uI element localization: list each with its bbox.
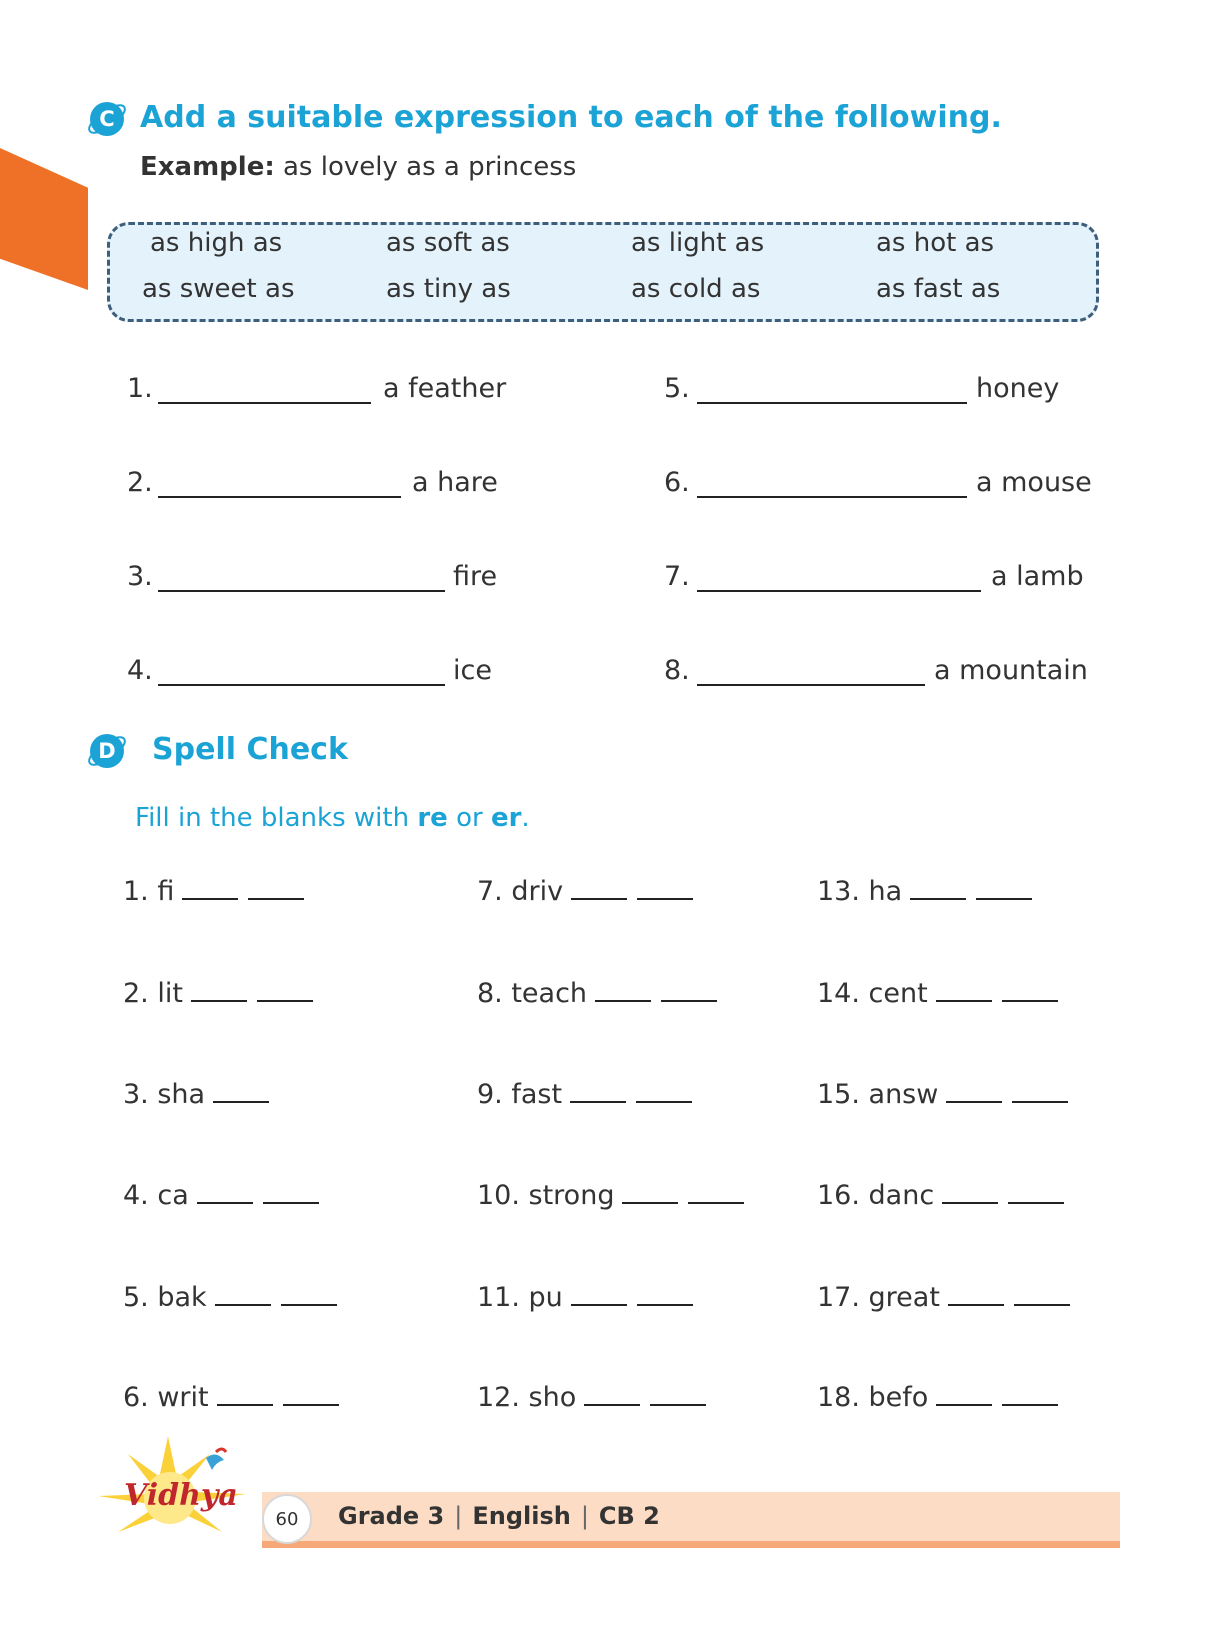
spell-item-word: 2. lit: [123, 978, 183, 1009]
footer-book: CB 2: [598, 1502, 660, 1530]
instruction-post: .: [521, 803, 530, 833]
spell-item-word: 13. ha: [817, 876, 903, 907]
spell-item-blank[interactable]: [257, 978, 313, 1002]
c-item-2-end: a hare: [412, 467, 498, 498]
spell-item-blank[interactable]: [936, 978, 992, 1002]
c-item-2-number: 2.: [127, 467, 153, 498]
spell-item-blank[interactable]: [191, 978, 247, 1002]
spell-item-word: 5. bak: [123, 1282, 207, 1313]
c-item-4-number: 4.: [127, 655, 153, 686]
spell-item-blank[interactable]: [197, 1180, 253, 1204]
spell-item-word: 10. strong: [477, 1180, 615, 1211]
spell-item-word: 4. ca: [123, 1180, 189, 1211]
section-c-letter: C: [99, 107, 115, 131]
example-line: [140, 152, 576, 182]
spell-item: [123, 1079, 269, 1110]
c-item-8-number: 8.: [664, 655, 690, 686]
spell-item-blank[interactable]: [688, 1180, 744, 1204]
c-item-6-blank[interactable]: [697, 496, 967, 498]
spell-item-blank[interactable]: [571, 876, 627, 900]
spell-item-blank[interactable]: [637, 1282, 693, 1306]
spell-item-blank[interactable]: [942, 1180, 998, 1204]
spell-item-blank[interactable]: [217, 1382, 273, 1406]
spell-item-blank[interactable]: [948, 1282, 1004, 1306]
footer-grade: Grade 3: [338, 1502, 445, 1530]
spell-item-blank[interactable]: [584, 1382, 640, 1406]
instruction-pre: Fill in the blanks with: [135, 803, 418, 833]
c-item-1-end: a feather: [383, 373, 507, 404]
spell-item: [123, 978, 313, 1009]
word-box-item: as hot as: [876, 228, 995, 258]
vidhya-logo: [88, 1436, 258, 1546]
section-d-letter: D: [98, 739, 116, 763]
spell-item-blank[interactable]: [248, 876, 304, 900]
footer-book-info: [338, 1502, 660, 1530]
c-item-3-blank[interactable]: [158, 590, 445, 592]
page-number: 60: [262, 1494, 312, 1544]
spell-item: [817, 1180, 1064, 1211]
spell-item: [123, 1382, 339, 1413]
c-item-2-blank[interactable]: [158, 496, 401, 498]
spell-item-blank[interactable]: [910, 876, 966, 900]
c-item-1-blank[interactable]: [158, 402, 371, 404]
c-item-4-end: ice: [453, 655, 492, 686]
spell-item-word: 11. pu: [477, 1282, 563, 1313]
spell-item-blank[interactable]: [1012, 1079, 1068, 1103]
spell-item-word: 8. teach: [477, 978, 588, 1009]
spell-item-blank[interactable]: [636, 1079, 692, 1103]
word-box-item: as sweet as: [142, 274, 295, 304]
spell-item: [123, 1282, 337, 1313]
c-item-8-end: a mountain: [934, 655, 1088, 686]
section-d-badge-icon: [84, 728, 130, 774]
c-item-7-number: 7.: [664, 561, 690, 592]
spell-item-word: 6. writ: [123, 1382, 209, 1413]
spell-item-word: 18. befo: [817, 1382, 929, 1413]
word-box-item: as soft as: [386, 228, 510, 258]
spell-item-blank[interactable]: [570, 1079, 626, 1103]
word-box-item: as high as: [150, 228, 283, 258]
spell-item-blank[interactable]: [976, 876, 1032, 900]
option-er: er: [490, 803, 522, 833]
example-text: as lovely as a princess: [283, 152, 577, 182]
spell-check-instruction: [135, 803, 530, 833]
spell-item: [817, 876, 1032, 907]
footer-subject: English: [472, 1502, 571, 1530]
footer-separator: |: [454, 1502, 463, 1530]
spell-item-word: 15. answ: [817, 1079, 939, 1110]
spell-item-blank[interactable]: [215, 1282, 271, 1306]
option-re: re: [417, 803, 448, 833]
section-c-badge-icon: [84, 96, 130, 142]
c-item-3-number: 3.: [127, 561, 153, 592]
expression-word-box: [107, 222, 1099, 322]
spell-item-blank[interactable]: [571, 1282, 627, 1306]
spell-item-blank[interactable]: [283, 1382, 339, 1406]
spell-item-word: 9. fast: [477, 1079, 563, 1110]
c-item-5-end: honey: [976, 373, 1060, 404]
spell-item-blank[interactable]: [1008, 1180, 1064, 1204]
spell-item-word: 1. fi: [123, 876, 175, 907]
spell-item-blank[interactable]: [637, 876, 693, 900]
spell-item: [477, 1282, 693, 1313]
spell-item: [817, 1282, 1070, 1313]
section-c-title: Add a suitable expression to each of the following.: [140, 100, 1002, 135]
c-item-5-number: 5.: [664, 373, 690, 404]
logo-text: Vidhya: [124, 1478, 238, 1513]
spell-item: [477, 1382, 706, 1413]
spell-item-blank[interactable]: [281, 1282, 337, 1306]
spell-item: [817, 978, 1058, 1009]
spell-item: [123, 1180, 319, 1211]
spell-item-blank[interactable]: [946, 1079, 1002, 1103]
spell-item-blank[interactable]: [650, 1382, 706, 1406]
c-item-3-end: fire: [453, 561, 498, 592]
spell-item-blank[interactable]: [1014, 1282, 1070, 1306]
c-item-7-end: a lamb: [991, 561, 1084, 592]
spell-item-word: 7. driv: [477, 876, 564, 907]
word-box-item: as tiny as: [386, 274, 511, 304]
c-item-1-number: 1.: [127, 373, 153, 404]
word-box-item: as fast as: [876, 274, 1001, 304]
c-item-4-blank[interactable]: [158, 684, 445, 686]
spell-item-blank[interactable]: [1002, 1382, 1058, 1406]
spell-item: [817, 1382, 1058, 1413]
spell-item: [477, 876, 693, 907]
c-item-6-end: a mouse: [976, 467, 1092, 498]
spell-item-blank[interactable]: [595, 978, 651, 1002]
c-item-8-blank[interactable]: [697, 684, 925, 686]
word-box-item: as cold as: [631, 274, 761, 304]
spell-item: [477, 1079, 692, 1110]
c-item-7-blank[interactable]: [697, 590, 981, 592]
spell-item-blank[interactable]: [1002, 978, 1058, 1002]
spell-item-word: 12. sho: [477, 1382, 577, 1413]
spell-item: [477, 978, 717, 1009]
spell-item-word: 16. danc: [817, 1180, 935, 1211]
spell-item: [817, 1079, 1068, 1110]
spell-item-blank[interactable]: [622, 1180, 678, 1204]
spell-item-blank[interactable]: [263, 1180, 319, 1204]
spell-item-blank[interactable]: [182, 876, 238, 900]
spell-item-word: 17. great: [817, 1282, 940, 1313]
spell-item: [123, 876, 304, 907]
example-label: Example:: [140, 152, 275, 182]
spell-item-blank[interactable]: [661, 978, 717, 1002]
footer-separator: |: [580, 1502, 589, 1530]
spell-item: [477, 1180, 744, 1211]
c-item-5-blank[interactable]: [697, 402, 967, 404]
instruction-mid: or: [447, 803, 491, 833]
spell-item-word: 14. cent: [817, 978, 928, 1009]
word-box-item: as light as: [631, 228, 765, 258]
spell-item-blank[interactable]: [213, 1079, 269, 1103]
spell-item-word: 3. sha: [123, 1079, 206, 1110]
spell-item-blank[interactable]: [936, 1382, 992, 1406]
section-d-title: Spell Check: [152, 732, 348, 767]
corner-tab-decoration: [0, 148, 88, 290]
c-item-6-number: 6.: [664, 467, 690, 498]
